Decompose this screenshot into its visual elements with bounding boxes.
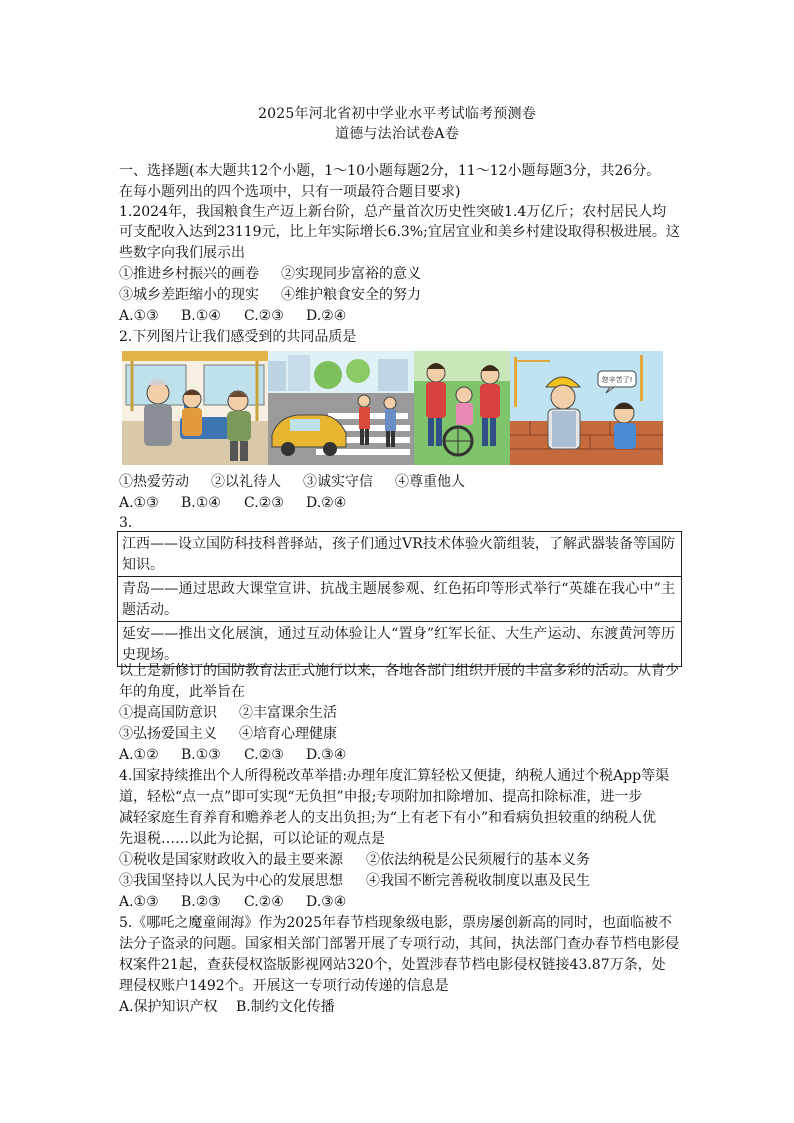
q3-option-2: ②丰富课余生活 — [239, 705, 337, 721]
bus-seat-illustration — [122, 351, 269, 465]
q3-choice-a: A.①② — [119, 747, 159, 763]
q4-stem-line1: 4.国家持续推出个人所得税改革举措:办理年度汇算轻松又便捷，纳税人通过个税App等渠 — [119, 768, 670, 784]
q5-stem-line2: 法分子盗录的问题。国家相关部门部署开展了专项行动，其间，执法部门查办春节档电影侵 — [119, 936, 679, 952]
q3-material-qingdao: 青岛——通过思政大课堂宣讲、抗战主题展参观、红色拓印等形式举行“英雄在我心中”主题活动。 — [118, 577, 681, 622]
q2-option-2: ②以礼待人 — [211, 474, 281, 490]
q2-option-4: ④尊重他人 — [395, 474, 465, 490]
section-heading: 一、选择题(本大题共12个小题，1～10小题每题2分，11～12小题每题3分，共26分。 — [119, 163, 661, 179]
exam-title: 2025年河北省初中学业水平考试临考预测卷 — [258, 106, 536, 122]
q3-material-table — [117, 531, 682, 667]
q1-stem-line1: 1.2024年，我国粮食生产迈上新台阶，总产量首次历史性突破1.4万亿斤；农村居民人均 — [119, 204, 667, 220]
q3-choice-d: D.③④ — [306, 747, 347, 763]
section-heading-cont: 在每小题列出的四个选项中，只有一项最符合题目要求) — [119, 184, 461, 200]
q4-option-2: ②依法纳税是公民须履行的基本义务 — [366, 852, 590, 868]
q4-option-4: ④我国不断完善税收制度以惠及民生 — [366, 873, 590, 889]
q4-option-1: ①税收是国家财政收入的最主要来源 — [119, 852, 343, 868]
q5-stem-line1: 5.《哪吒之魔童闹海》作为2025年春节档现象级电影，票房屡创新高的同时，也面临被不 — [119, 915, 672, 931]
crosswalk-scene-drawing — [268, 351, 415, 465]
q5-choice-b: B.制约文化传播 — [236, 999, 335, 1015]
q2-choice-b: B.①④ — [181, 495, 221, 511]
q1-option-2: ②实现同步富裕的意义 — [281, 266, 421, 282]
q3-option-3: ③弘扬爱国主义 — [119, 726, 217, 742]
q4-choice-b: B.②③ — [181, 894, 221, 910]
q2-stem: 2.下列图片让我们感受到的共同品质是 — [119, 329, 357, 345]
q4-option-3: ③我国坚持以人民为中心的发展思想 — [119, 873, 343, 889]
crosswalk-illustration — [268, 351, 415, 465]
q3-stem-line2: 年的角度，此举旨在 — [119, 684, 245, 700]
q3-material-yanan: 延安——推出文化展演，通过互动体验让人“置身”红军长征、大生产运动、东渡黄河等历史现场。 — [122, 626, 675, 663]
q3-material-jiangxi: 江西——设立国防科技科普驿站，孩子们通过VR技术体验火箭组装，了解武器装备等国防知识。 — [118, 532, 681, 577]
volunteer-scene-drawing — [414, 351, 511, 465]
q1-choice-d: D.②④ — [306, 308, 347, 324]
q1-stem-line2: 可支配收入达到23119元，比上年实际增长6.3%;宜居宜业和美乡村建设取得积极进展。这 — [119, 224, 680, 240]
q4-stem-line4: 先退税……以此为论据，可以论证的观点是 — [119, 831, 385, 847]
worker-scene-drawing — [510, 351, 663, 465]
q2-choice-d: D.②④ — [306, 495, 347, 511]
q3-stem-line1: 以上是新修订的国防教育法正式施行以来，各地各部门组织开展的丰富多彩的活动。从青少 — [119, 663, 679, 679]
q4-choice-c: C.②④ — [244, 894, 284, 910]
q5-stem-line3: 权案件21起，查获侵权盗版影视网站320个，处置涉春节档电影侵权链接43.87万条，处 — [119, 957, 666, 973]
q4-choice-d: D.③④ — [306, 894, 347, 910]
q1-option-1: ①推进乡村振兴的画卷 — [119, 266, 259, 282]
q5-choice-a: A.保护知识产权 — [119, 999, 218, 1015]
q2-choice-a: A.①③ — [119, 495, 159, 511]
bus-scene-drawing — [122, 351, 269, 465]
q2-choice-c: C.②③ — [244, 495, 284, 511]
q1-option-3: ③城乡差距缩小的现实 — [119, 287, 259, 303]
q3-choice-b: B.①③ — [181, 747, 221, 763]
speech-bubble-text: 您辛苦了! — [601, 376, 633, 384]
q4-stem-line2: 道，轻松“点一点”即可实现“无负担”申报;专项附加扣除增加、提高扣除标准，进一步 — [119, 789, 643, 805]
q3-option-1: ①提高国防意识 — [119, 705, 217, 721]
q3-number: 3. — [119, 515, 133, 531]
q3-choice-c: C.②③ — [244, 747, 284, 763]
q1-choice-b: B.①④ — [181, 308, 221, 324]
wheelchair-volunteer-illustration — [414, 351, 511, 465]
q1-stem-line3: 些数字向我们展示出 — [119, 245, 245, 261]
exam-subtitle: 道德与法治试卷A卷 — [335, 126, 459, 142]
q5-stem-line4: 理侵权账户1492个。开展这一专项行动传递的信息是 — [119, 978, 449, 994]
q1-choice-c: C.②③ — [244, 308, 284, 324]
q2-option-3: ③诚实守信 — [303, 474, 373, 490]
q4-choice-a: A.①③ — [119, 894, 159, 910]
worker-gratitude-illustration — [510, 351, 663, 465]
q2-option-1: ①热爱劳动 — [119, 474, 189, 490]
q4-stem-line3: 减轻家庭生育养育和赡养老人的支出负担;为“上有老下有小”和看病负担较重的纳税人优 — [119, 810, 657, 826]
q1-option-4: ④维护粮食安全的努力 — [281, 287, 421, 303]
q1-choice-a: A.①③ — [119, 308, 159, 324]
q3-option-4: ④培育心理健康 — [239, 726, 337, 742]
